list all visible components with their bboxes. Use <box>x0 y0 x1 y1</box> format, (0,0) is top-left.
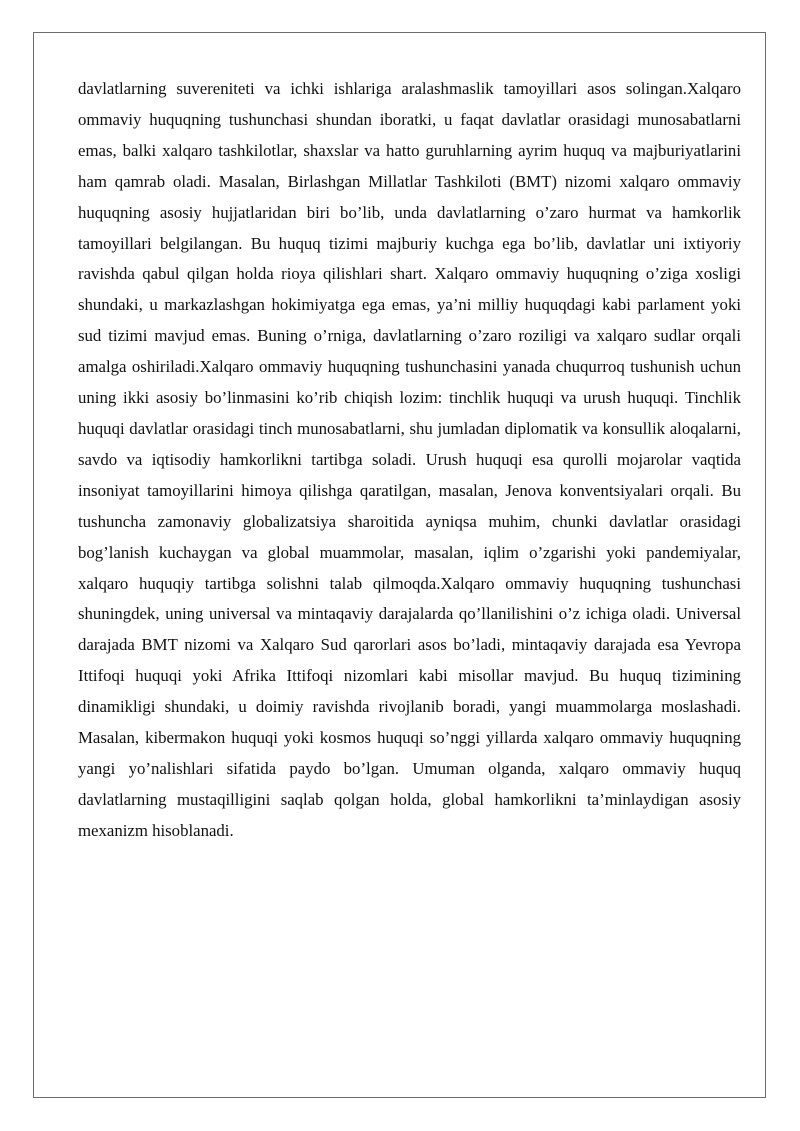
body-paragraph: davlatlarning suvereniteti va ichki ishlariga aralashmaslik tamoyillari asos solingan.Xalqaro ommaviy huquqning tushunchasi shundan iboratki, u faqat davlatlar orasidagi munosabatlarni emas, balki xalqaro tashkilotlar, shaxslar va hatto guruhlarning ayrim huquq va majburiyatlarini ham qamrab oladi. Masalan, Birlashgan Millatlar Tashkiloti (BMT) nizomi xalqaro ommaviy huquqning asosiy hujjatlaridan biri bo’lib, unda davlatlarning o’zaro hurmat va hamkorlik tamoyillari belgilangan. Bu huquq tizimi majburiy kuchga ega bo’lib, davlatlar uni ixtiyoriy ravishda qabul qilgan holda rioya qilishlari shart. Xalqaro ommaviy huquqning o’ziga xosligi shundaki, u markazlashgan hokimiyatga ega emas, ya’ni milliy huquqdagi kabi parlament yoki sud tizimi mavjud emas. Buning o’rniga, davlatlarning o’zaro roziligi va xalqaro sudlar orqali amalga oshiriladi.Xalqaro ommaviy huquqning tushunchasini yanada chuqurroq tushunish uchun uning ikki asosiy bo’linmasini ko’rib chiqish lozim: tinchlik huquqi va urush huquqi. Tinchlik huquqi davlatlar orasidagi tinch munosabatlarni, shu jumladan diplomatik va konsullik aloqalarni, savdo va iqtisodiy hamkorlikni tartibga soladi. Urush huquqi esa qurolli mojarolar vaqtida insoniyat tamoyillarini himoya qilishga qaratilgan, masalan, Jenova konventsiyalari orqali. Bu tushuncha zamonaviy globalizatsiya sharoitida ayniqsa muhim, chunki davlatlar orasidagi bog’lanish kuchaygan va global muammolar, masalan, iqlim o’zgarishi yoki pandemiyalar, xalqaro huquqiy tartibga solishni talab qilmoqda.Xalqaro ommaviy huquqning tushunchasi shuningdek, uning universal va mintaqaviy darajalarda qo’llanilishini o’z ichiga oladi. Universal darajada BMT nizomi va Xalqaro Sud qarorlari asos bo’ladi, mintaqaviy darajada esa Yevropa Ittifoqi huquqi yoki Afrika Ittifoqi nizomlari kabi misollar mavjud. Bu huquq tizimining dinamikligi shundaki, u doimiy ravishda rivojlanib boradi, yangi muammolarga moslashadi. Masalan, kibermakon huquqi yoki kosmos huquqi so’nggi yillarda xalqaro ommaviy huquqning yangi yo’nalishlari sifatida paydo bo’lgan. Umuman olganda, xalqaro ommaviy huquq davlatlarning mustaqilligini saqlab qolgan holda, global hamkorlikni ta’minlaydigan asosiy mexanizm hisoblanadi. <box>78 79 741 840</box>
